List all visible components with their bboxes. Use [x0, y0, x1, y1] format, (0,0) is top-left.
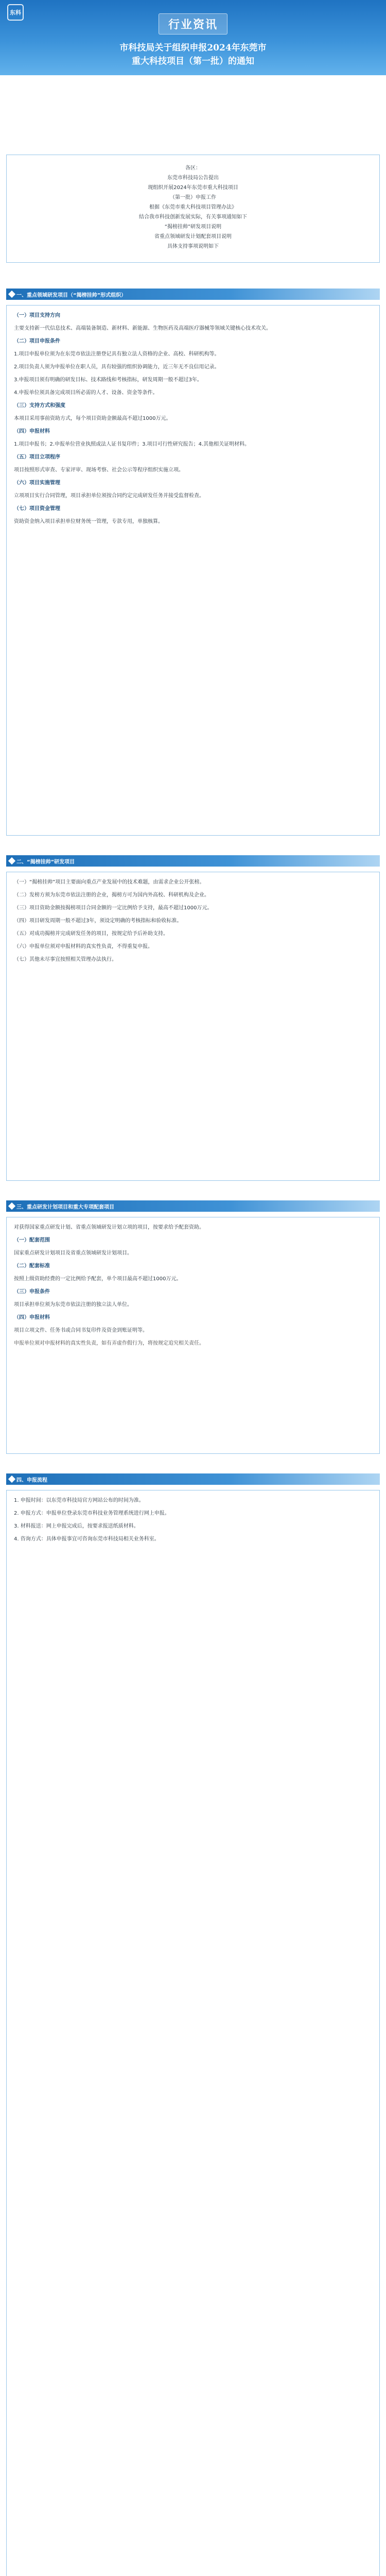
paragraph: 资助资金纳入项目承担单位财务统一管理，专款专用，单独核算。 — [14, 519, 163, 524]
diamond-icon — [8, 857, 15, 865]
item-text: 按照上级资助经费的一定比例给予配套，单个项目最高不超过1000万元。 — [14, 1276, 182, 1282]
intro-lines — [17, 163, 369, 251]
paragraph: （五）项目立项程序 — [14, 454, 60, 460]
item-title: （三）申报条件 — [14, 1289, 50, 1295]
paragraph: （六）项目实施管理 — [14, 480, 60, 486]
diamond-icon — [8, 291, 15, 298]
section-2-title: 二、“揭榜挂帅”研发项目 — [16, 859, 75, 865]
page-title — [0, 41, 386, 68]
intro-line: “揭榜挂帅”研发项目说明 — [164, 224, 222, 230]
section-1-panel — [6, 305, 380, 836]
category-tag: 行业资讯 — [159, 13, 227, 35]
section-1 — [6, 289, 380, 300]
title-line-2: 重大科技项目（第一批）的通知 — [132, 56, 254, 66]
section-3-panel — [6, 1217, 380, 1454]
paragraph: （七）项目资金管理 — [14, 506, 60, 512]
intro-line: 省重点领域研发计划配套项目说明 — [154, 234, 232, 240]
paragraph: 4. 咨询方式：具体申报事宜可咨询东莞市科技局相关业务科室。 — [14, 1536, 160, 1542]
diamond-icon — [8, 1202, 15, 1210]
intro-line: （第一批）申报工作 — [170, 195, 216, 200]
paragraph: 2.项目负责人须为申报单位在职人员，具有较强的组织协调能力，近三年无不良信用记录。 — [14, 364, 220, 370]
paragraph: 1. 申报时间：以东莞市科技局官方网站公布的时间为准。 — [14, 1498, 144, 1503]
paragraph: 项目按照形式审查、专家评审、现场考察、社会公示等程序组织实施立项。 — [14, 467, 184, 473]
header-banner — [0, 0, 386, 75]
title-line-1: 市科技局关于组织申报2024年东莞市 — [119, 43, 267, 53]
brand-logo[interactable]: 东科 — [7, 4, 24, 21]
paragraph: （一）项目支持方向 — [14, 313, 60, 318]
intro-line: 结合我市科技创新发展实际，有关事项通知如下 — [139, 214, 247, 220]
paragraph: 对获得国家重点研发计划、省重点领域研发计划立项的项目，按要求给予配套资助。 — [14, 1225, 204, 1230]
section-3-title: 三、重点研发计划项目和重大专项配套项目 — [16, 1204, 114, 1210]
paragraph: （四）项目研发周期一般不超过3年，须设定明确的考核指标和验收标准。 — [14, 918, 182, 924]
item-text: 项目立项文件、任务书或合同书复印件及资金到账证明等。 — [14, 1328, 148, 1333]
paragraph: 立项项目实行合同管理，项目承担单位须按合同约定完成研发任务并接受监督检查。 — [14, 493, 204, 499]
item-title: （一）配套范围 — [14, 1238, 50, 1243]
section-1-header — [6, 289, 380, 300]
paragraph: （二）发榜方须为东莞市依法注册的企业，揭榜方可为国内外高校、科研机构及企业。 — [14, 892, 209, 898]
paragraph: （三）支持方式和强度 — [14, 403, 65, 409]
paragraph: 3.申报项目须有明确的研发目标、技术路线和考核指标，研发周期一般不超过3年。 — [14, 377, 202, 383]
section-3-header — [6, 1200, 380, 1212]
diamond-icon — [8, 1476, 15, 1483]
paragraph: （一）“揭榜挂帅”项目主要面向重点产业发展中的技术难题，由需求企业公开张榜。 — [14, 879, 205, 885]
item-title: （二）配套标准 — [14, 1263, 50, 1269]
intro-line: 各区： — [185, 165, 201, 171]
section-4-header — [6, 1473, 380, 1485]
section-1-title: 一、重点领域研发项目（“揭榜挂帅”形式组织） — [16, 292, 127, 298]
section-2-header — [6, 855, 380, 867]
section-2-panel — [6, 872, 380, 1181]
paragraph: 主要支持新一代信息技术、高端装备制造、新材料、新能源、生物医药及高端医疗器械等领域关键核心技术攻关。 — [14, 326, 271, 331]
paragraph: 1.项目申报单位须为在东莞市依法注册登记具有独立法人资格的企业、高校、科研机构等。 — [14, 351, 220, 357]
item-title: （四）申报材料 — [14, 1315, 50, 1320]
paragraph: 1.项目申报书；2.申报单位营业执照或法人证书复印件；3.项目可行性研究报告；4.其他相关证明材料。 — [14, 442, 250, 447]
intro-line: 具体支持事项说明如下 — [167, 244, 219, 249]
item-text: 项目承担单位须为东莞市依法注册的独立法人单位。 — [14, 1302, 132, 1308]
section-4-title: 四、申报流程 — [16, 1477, 47, 1483]
section-4 — [6, 1473, 380, 1485]
intro-box — [6, 155, 380, 263]
paragraph: 本项目采用事前资助方式，每个项目资助金额最高不超过1000万元。 — [14, 416, 171, 421]
paragraph: （二）项目申报条件 — [14, 338, 60, 344]
paragraph: 3. 材料报送：网上申报完成后，按要求报送纸质材料。 — [14, 1523, 139, 1529]
section-2 — [6, 855, 380, 867]
paragraph: 2. 申报方式：申报单位登录东莞市科技业务管理系统进行网上申报。 — [14, 1511, 170, 1516]
paragraph: 4.申报单位须具备完成项目所必需的人才、设备、资金等条件。 — [14, 390, 158, 396]
paragraph: （五）对成功揭榜并完成研发任务的项目，按规定给予后补助支持。 — [14, 931, 168, 937]
item-text: 国家重点研发计划项目及省重点领域研发计划项目。 — [14, 1250, 132, 1256]
paragraph: （六）申报单位须对申报材料的真实性负责，不得重复申报。 — [14, 944, 153, 950]
section-4-panel — [6, 1490, 380, 2576]
section-3 — [6, 1200, 380, 1212]
intro-line: 根据《东莞市重大科技项目管理办法》 — [149, 205, 237, 210]
paragraph: （七）其他未尽事宜按照相关管理办法执行。 — [14, 957, 117, 962]
intro-line: 现组织开展2024年东莞市重大科技项目 — [148, 185, 238, 191]
paragraph: 申报单位须对申报材料的真实性负责，如有弄虚作假行为，将按规定追究相关责任。 — [14, 1341, 204, 1346]
intro-line: 东莞市科技局公告提出 — [167, 175, 219, 181]
paragraph: （四）申报材料 — [14, 429, 50, 434]
paragraph: （三）项目资助金额按揭榜项目合同金额的一定比例给予支持，最高不超过1000万元。 — [14, 905, 213, 911]
